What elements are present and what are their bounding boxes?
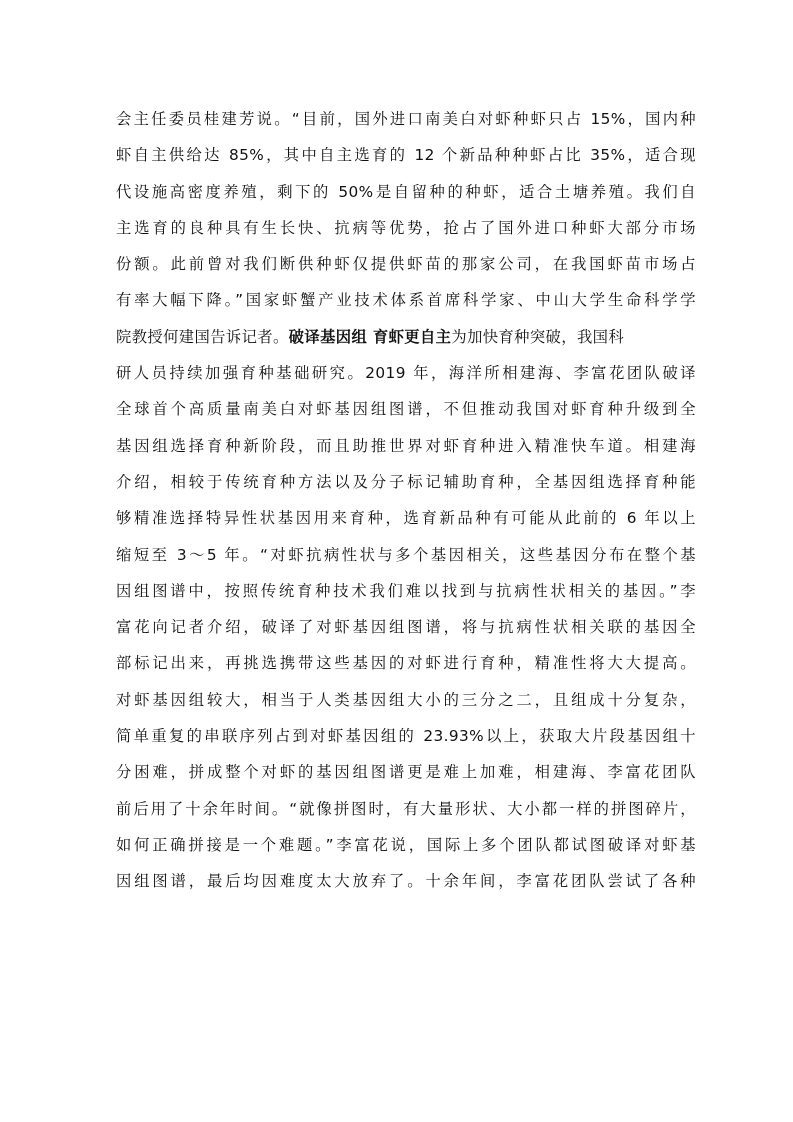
text-line: 有率大幅下降。”国家虾蟹产业技术体系首席科学家、中山大学生命科学学 <box>116 291 696 310</box>
text-line: 研人员持续加强育种基础研究。2019 年，海洋所相建海、李富花团队破译 <box>116 364 696 383</box>
text-segment: 院教授何建国告诉记者。 <box>116 327 289 346</box>
text-line: 够精准选择特异性状基因用来育种，选育新品种有可能从此前的 6 年以上 <box>116 509 696 528</box>
text-line: 缩短至 3～5 年。“对虾抗病性状与多个基因相关，这些基因分布在整个基 <box>116 545 696 564</box>
text-line: 对虾基因组较大，相当于人类基因组大小的三分之二，且组成十分复杂， <box>116 690 696 709</box>
text-line: 会主任委员桂建芳说。“目前，国外进口南美白对虾种虾只占 15%，国内种 <box>116 110 696 128</box>
text-line: 代设施高密度养殖，剩下的 50%是自留种的种虾，适合土塘养殖。我们自 <box>116 182 696 201</box>
text-line: 富花向记者介绍，破译了对虾基因组图谱，将与抗病性状相关联的基因全 <box>116 618 696 637</box>
text-line: 因组图谱中，按照传统育种技术我们难以找到与抗病性状相关的基因。”李 <box>116 581 696 600</box>
text-line: 介绍，相较于传统育种方法以及分子标记辅助育种，全基因组选择育种能 <box>116 472 696 491</box>
text-line: 前后用了十余年时间。“就像拼图时，有大量形状、大小都一样的拼图碎片， <box>116 799 696 818</box>
text-line: 全球首个高质量南美白对虾基因组图谱，不但推动我国对虾育种升级到全 <box>116 400 696 419</box>
text-line: 虾自主供给达 85%，其中自主选育的 12 个新品种种虾占比 35%，适合现 <box>116 146 696 165</box>
text-line: 分困难，拼成整个对虾的基因组图谱更是难上加难，相建海、李富花团队 <box>116 763 696 782</box>
section-heading: 破译基因组 育虾更自主 <box>288 327 452 346</box>
text-line: 因组图谱，最后均因难度太大放弃了。十余年间，李富花团队尝试了各种 <box>116 872 696 891</box>
text-line: 如何正确拼接是一个难题。”李富花说，国际上多个团队都试图破译对虾基 <box>116 835 696 854</box>
article-body <box>116 101 696 900</box>
text-line: 部标记出来，再挑选携带这些基因的对虾进行育种，精准性将大大提高。 <box>116 654 696 673</box>
text-segment: 为加快育种突破，我国科 <box>451 327 625 346</box>
text-line: 份额。此前曾对我们断供种虾仅提供虾苗的那家公司，在我国虾苗市场占 <box>116 255 696 274</box>
text-line: 主选育的良种具有生长快、抗病等优势，抢占了国外进口种虾大部分市场 <box>116 218 696 237</box>
text-line: 基因组选择育种新阶段，而且助推世界对虾育种进入精准快车道。相建海 <box>116 436 696 455</box>
text-line-with-heading <box>116 319 696 355</box>
text-line: 简单重复的串联序列占到对虾基因组的 23.93%以上，获取大片段基因组十 <box>116 727 696 746</box>
